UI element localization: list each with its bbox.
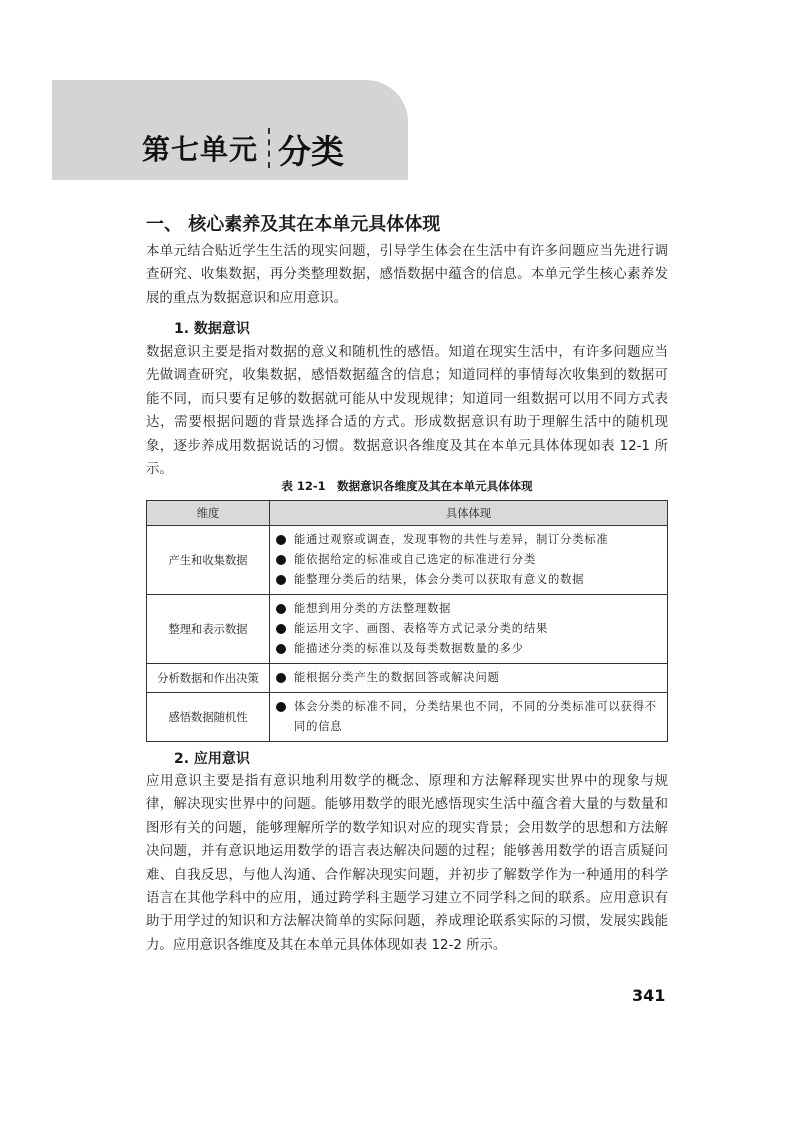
details-cell <box>270 595 668 664</box>
bullet-item: 能根据分类产生的数据回答或解决问题 <box>276 668 661 688</box>
bullet-icon <box>276 575 286 585</box>
application-awareness-paragraph: 应用意识主要是指有意识地利用数学的概念、原理和方法解释现实世界中的现象与规律，解决现实世界中的问题。能够用数学的眼光感悟现实生活中蕴含着大量的与数量和图形有关的问题，能够理解所学的数学知识对应的现实背景；会用数学的思想和方法解决问题，并有意识地运用数学的语言表达解决问题的过程；能够善用数学的语言质疑问难、自我反思，与他人沟通、合作解决现实问题，并初步了解数学作为一种通用的科学语言在其他学科中的应用，通过跨学科主题学习建立不同学科之间的联系。应用意识有助于用学过的知识和方法解决简单的实际问题，养成理论联系实际的习惯，发展实践能力。应用意识各维度及其在本单元具体体现如表 12-2 所示。 <box>146 774 668 953</box>
unit-label: 第七单元 <box>142 133 259 166</box>
subheading-application-awareness: 2. 应用意识 <box>174 751 250 767</box>
dimension-cell: 分析数据和作出决策 <box>147 664 270 693</box>
bullet-icon <box>276 535 286 545</box>
bullet-icon <box>276 673 286 683</box>
unit-title: 分类 <box>278 132 344 171</box>
subheading-data-awareness: 1. 数据意识 <box>174 321 250 337</box>
page-number: 341 <box>632 986 666 1005</box>
bullet-icon <box>276 644 286 654</box>
bullet-item: 能运用文字、画图、表格等方式记录分类的结果 <box>276 619 661 639</box>
header-details: 具体体现 <box>270 501 668 526</box>
details-cell <box>270 664 668 693</box>
table-row <box>147 595 668 664</box>
intro-paragraph: 本单元结合贴近学生生活的现实问题，引导学生体会在生活中有许多问题应当先进行调查研究、收集数据，再分类整理数据，感悟数据中蕴含的信息。本单元学生核心素养发展的重点为数据意识和应用意识。 <box>146 244 668 306</box>
table-row <box>147 664 668 693</box>
dimensions-table <box>146 500 668 742</box>
details-cell <box>270 693 668 742</box>
dimension-cell: 整理和表示数据 <box>147 595 270 664</box>
section-heading: 一、 核心素养及其在本单元具体体现 <box>146 214 441 235</box>
bullet-item: 能通过观察或调查，发现事物的共性与差异，制订分类标准 <box>276 530 661 550</box>
table-row <box>147 693 668 742</box>
bullet-item: 能描述分类的标准以及每类数据数量的多少 <box>276 639 661 659</box>
bullet-item: 能整理分类后的结果，体会分类可以获取有意义的数据 <box>276 570 661 590</box>
bullet-icon <box>276 604 286 614</box>
dimension-cell: 感悟数据随机性 <box>147 693 270 742</box>
table-header-row <box>147 501 668 526</box>
bullet-icon <box>276 555 286 565</box>
header-dimension: 维度 <box>147 501 270 526</box>
dimension-cell: 产生和收集数据 <box>147 526 270 595</box>
bullet-icon <box>276 624 286 634</box>
table-caption: 表 12-1 数据意识各维度及其在本单元具体体现 <box>281 479 533 493</box>
bullet-item: 能依据给定的标准或自己选定的标准进行分类 <box>276 550 661 570</box>
bullet-item: 能想到用分类的方法整理数据 <box>276 599 661 619</box>
bullet-item: 体会分类的标准不同，分类结果也不同，不同的分类标准可以获得不同的信息 <box>276 697 661 737</box>
data-awareness-paragraph: 数据意识主要是指对数据的意义和随机性的感悟。知道在现实生活中，有许多问题应当先做调查研究，收集数据，感悟数据蕴含的信息；知道同样的事情每次收集到的数据可能不同，而只要有足够的数据就可能从中发现规律；知道同一组数据可以用不同方式表达，需要根据问题的背景选择合适的方式。形成数据意识有助于理解生活中的随机现象，逐步养成用数据说话的习惯。数据意识各维度及其在本单元具体体现如表 12-1 所示。 <box>146 345 668 478</box>
table-row <box>147 526 668 595</box>
details-cell <box>270 526 668 595</box>
unit-separator <box>268 128 270 168</box>
bullet-icon <box>276 702 286 712</box>
